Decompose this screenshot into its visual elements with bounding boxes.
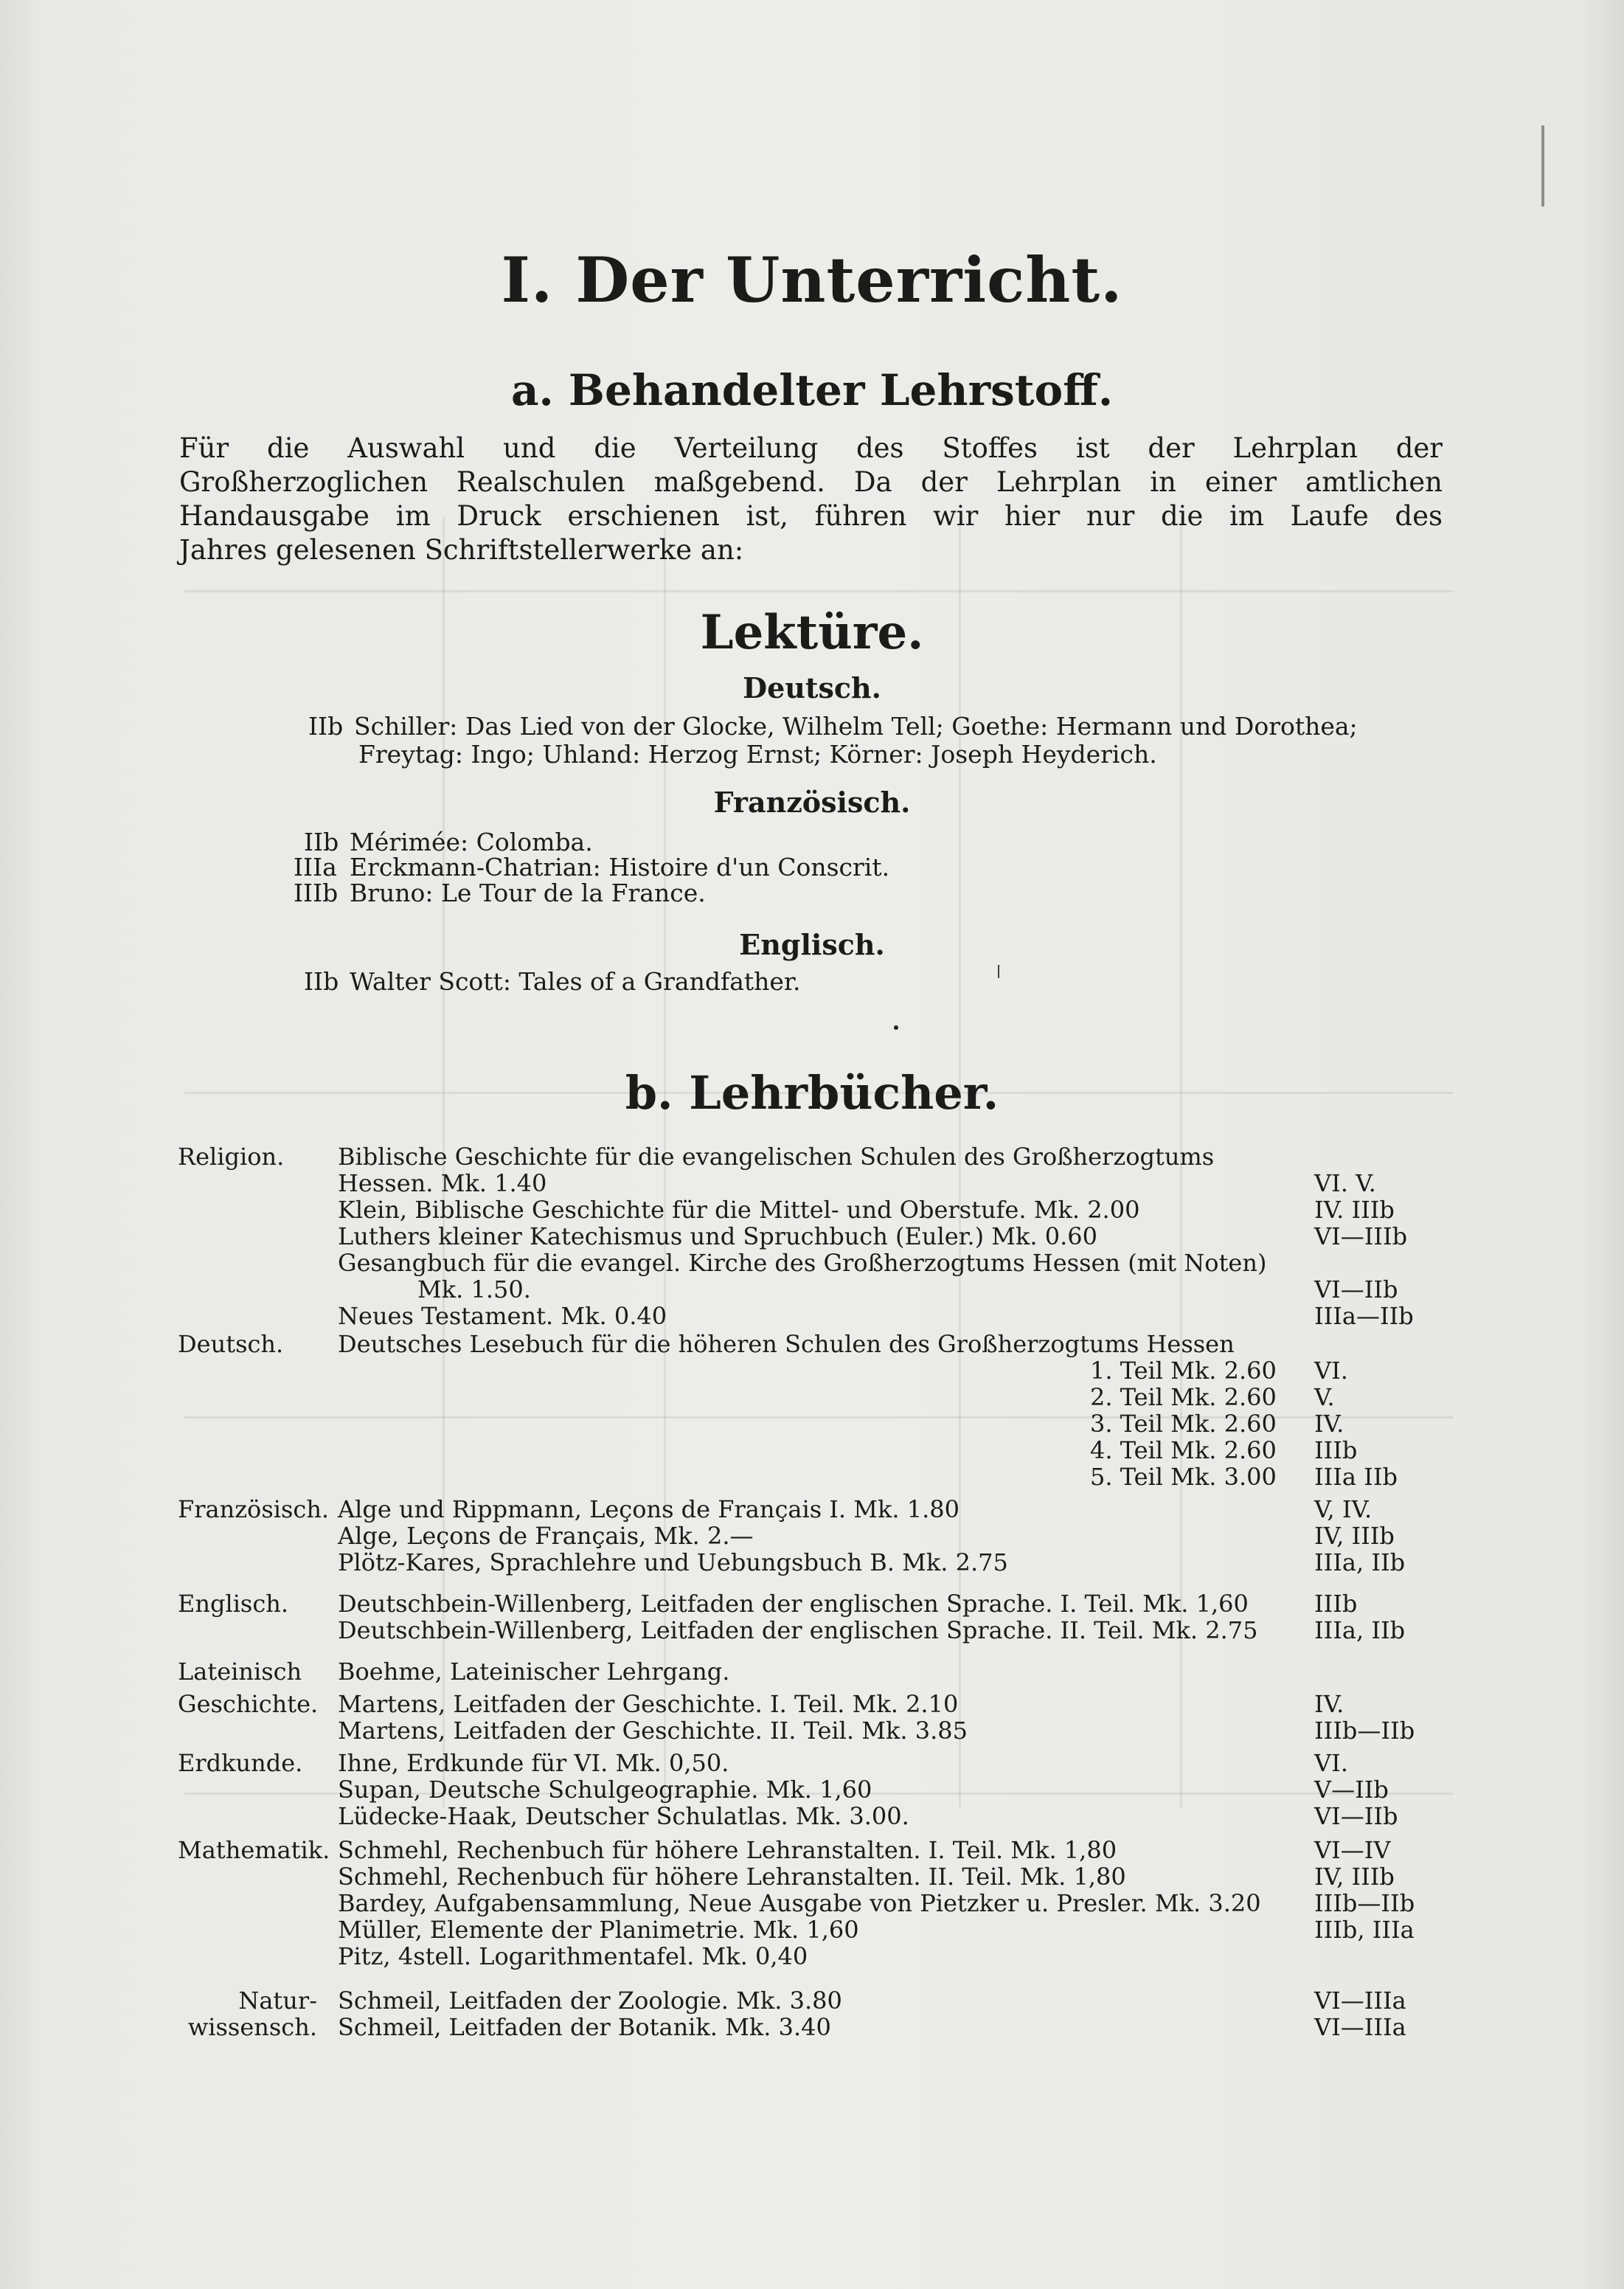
lekture-item <box>304 968 801 996</box>
textbook-classes: VI—IIIa <box>1314 2013 1406 2041</box>
textbook-title: Deutschbein-Willenberg, Leitfaden der englischen Sprache. I. Teil. Mk. 1,60 <box>338 1590 1249 1618</box>
textbook-subject: Lateinisch <box>178 1658 302 1686</box>
textbook-title: Schmeil, Leitfaden der Botanik. Mk. 3.40 <box>338 2013 831 2041</box>
intro-paragraph <box>179 432 1443 567</box>
textbook-title: Martens, Leitfaden der Geschichte. II. Teil. Mk. 3.85 <box>338 1717 968 1745</box>
textbook-title: Neues Testament. Mk. 0.40 <box>338 1302 667 1330</box>
textbook-classes: IV, IIIb <box>1314 1522 1395 1550</box>
textbook-part: 3. Teil Mk. 2.60 <box>1090 1410 1277 1438</box>
textbook-title: Schmeil, Leitfaden der Zoologie. Mk. 3.80 <box>338 1987 842 2015</box>
textbook-classes: IV, IIIb <box>1314 1863 1395 1891</box>
reading-text: Schiller: Das Lied von der Glocke, Wilhelm Tell; Goethe: Hermann und Dorothea; <box>354 712 1358 741</box>
textbook-title: Deutsches Lesebuch für die höheren Schulen des Großherzogtums Hessen <box>338 1330 1235 1358</box>
page-title: I. Der Unterricht. <box>501 243 1123 316</box>
textbook-title: Klein, Biblische Geschichte für die Mittel- und Oberstufe. Mk. 2.00 <box>338 1196 1140 1224</box>
reading-text: Erckmann-Chatrian: Histoire d'un Conscrit. <box>350 853 890 882</box>
textbook-classes: IIIb—IIb <box>1314 1889 1415 1917</box>
textbook-classes: VI. <box>1314 1357 1348 1385</box>
reading-text: Walter Scott: Tales of a Grandfather. <box>350 967 801 996</box>
lekture-item <box>294 853 889 882</box>
textbook-subject: Französisch. <box>178 1495 330 1523</box>
textbook-classes: V, IV. <box>1314 1495 1373 1523</box>
textbook-classes: V—IIb <box>1314 1776 1389 1804</box>
class-label: IIIb <box>294 879 339 907</box>
textbook-title: Supan, Deutsche Schulgeographie. Mk. 1,60 <box>338 1776 872 1804</box>
textbook-classes: IIIb, IIIa <box>1314 1916 1415 1944</box>
textbook-part: 4. Teil Mk. 2.60 <box>1090 1436 1277 1464</box>
textbook-classes: IV. <box>1314 1410 1344 1438</box>
textbook-title: Alge, Leçons de Français, Mk. 2.— <box>338 1522 754 1550</box>
textbook-classes: VI—IIIa <box>1314 1987 1406 2015</box>
textbook-title: Schmehl, Rechenbuch für höhere Lehranstalten. II. Teil. Mk. 1,80 <box>338 1863 1126 1891</box>
textbook-classes: VI—IIIb <box>1314 1222 1408 1250</box>
lekture-franzoesisch-heading: Französisch. <box>713 786 911 819</box>
textbook-classes: IIIa, IIb <box>1314 1616 1406 1644</box>
textbook-part: 2. Teil Mk. 2.60 <box>1090 1383 1277 1411</box>
textbook-title: Plötz-Kares, Sprachlehre und Uebungsbuch B. Mk. 2.75 <box>338 1548 1008 1576</box>
textbook-classes: VI—IIb <box>1314 1275 1398 1303</box>
textbook-classes: IIIb <box>1314 1590 1358 1618</box>
textbook-title: Martens, Leitfaden der Geschichte. I. Teil. Mk. 2.10 <box>338 1690 959 1718</box>
textbook-subject: Mathematik. <box>178 1836 330 1864</box>
textbook-classes: VI. V. <box>1314 1169 1376 1197</box>
textbook-subject: Natur- <box>238 1987 317 2015</box>
textbook-part: 1. Teil Mk. 2.60 <box>1090 1357 1277 1385</box>
bleed-through-rule <box>184 590 1453 592</box>
lekture-heading: Lektüre. <box>700 605 924 660</box>
textbook-title: Luthers kleiner Katechismus und Spruchbuch (Euler.) Mk. 0.60 <box>338 1222 1097 1250</box>
textbook-classes: IV. IIIb <box>1314 1196 1395 1224</box>
intro-line: Jahres gelesenen Schriftstellerwerke an: <box>179 534 744 566</box>
textbook-title: Pitz, 4stell. Logarithmentafel. Mk. 0,40 <box>338 1942 808 1970</box>
textbook-title: Hessen. Mk. 1.40 <box>338 1169 547 1197</box>
class-label: IIb <box>308 712 344 741</box>
lekture-englisch-heading: Englisch. <box>739 928 885 961</box>
textbook-subject: Erdkunde. <box>178 1749 303 1777</box>
textbook-classes: VI. <box>1314 1749 1348 1777</box>
textbook-title: Boehme, Lateinischer Lehrgang. <box>338 1658 730 1686</box>
section-b-heading: b. Lehrbücher. <box>625 1066 999 1120</box>
textbook-title: Alge und Rippmann, Leçons de Français I. Mk. 1.80 <box>338 1495 960 1523</box>
textbook-subject: Geschichte. <box>178 1690 319 1718</box>
section-a-heading: a. Behandelter Lehrstoff. <box>510 365 1114 415</box>
textbook-title: Biblische Geschichte für die evangelischen Schulen des Großherzogtums <box>338 1143 1215 1171</box>
textbook-title: Bardey, Aufgabensammlung, Neue Ausgabe von Pietzker u. Presler. Mk. 3.20 <box>338 1889 1261 1917</box>
textbook-title: Mk. 1.50. <box>417 1275 531 1303</box>
textbook-title: Schmehl, Rechenbuch für höhere Lehranstalten. I. Teil. Mk. 1,80 <box>338 1836 1117 1864</box>
stray-mark <box>998 965 999 978</box>
class-label: IIb <box>304 967 339 996</box>
lekture-deutsch-line: Freytag: Ingo; Uhland: Herzog Ernst; Körner: Joseph Heyderich. <box>358 740 1157 769</box>
textbook-classes: IIIa, IIb <box>1314 1548 1406 1576</box>
textbook-classes: IIIb—IIb <box>1314 1717 1415 1745</box>
textbook-title: Ihne, Erdkunde für VI. Mk. 0,50. <box>338 1749 729 1777</box>
textbook-title: Müller, Elemente der Planimetrie. Mk. 1,60 <box>338 1916 859 1944</box>
textbook-classes: IIIa IIb <box>1314 1463 1398 1491</box>
textbook-part: 5. Teil Mk. 3.00 <box>1090 1463 1277 1491</box>
intro-line: Handausgabe im Druck erschienen ist, führen wir hier nur die im Laufe des <box>179 500 1443 532</box>
lekture-deutsch-heading: Deutsch. <box>743 671 881 704</box>
textbook-subject: wissensch. <box>187 2013 317 2041</box>
class-label: IIb <box>304 828 339 856</box>
stray-dot <box>894 1025 898 1030</box>
intro-line: Für die Auswahl und die Verteilung des Stoffes ist der Lehrplan der <box>179 432 1443 464</box>
textbook-classes: IIIb <box>1314 1436 1358 1464</box>
textbook-classes: IV. <box>1314 1690 1344 1718</box>
textbook-title: Deutschbein-Willenberg, Leitfaden der englischen Sprache. II. Teil. Mk. 2.75 <box>338 1616 1258 1644</box>
textbook-classes: IIIa—IIb <box>1314 1302 1414 1330</box>
reading-text: Bruno: Le Tour de la France. <box>350 879 706 907</box>
textbook-classes: VI—IV <box>1314 1836 1391 1864</box>
lekture-deutsch-line <box>308 713 1358 741</box>
textbook-subject: Religion. <box>178 1143 285 1171</box>
textbook-classes: VI—IIb <box>1314 1802 1398 1830</box>
lekture-item <box>294 879 706 907</box>
textbook-subject: Deutsch. <box>178 1330 284 1358</box>
textbook-subject: Englisch. <box>178 1590 289 1618</box>
textbook-title: Gesangbuch für die evangel. Kirche des Großherzogtums Hessen (mit Noten) <box>338 1249 1267 1277</box>
textbook-classes: V. <box>1314 1383 1335 1411</box>
class-label: IIIa <box>294 853 337 882</box>
page-edge-mark <box>1541 125 1544 207</box>
textbook-title: Lüdecke-Haak, Deutscher Schulatlas. Mk. 3.00. <box>338 1802 909 1830</box>
intro-line: Großherzoglichen Realschulen maßgebend. Da der Lehrplan in einer amtlichen <box>179 466 1443 498</box>
reading-text: Mérimée: Colomba. <box>350 828 593 856</box>
